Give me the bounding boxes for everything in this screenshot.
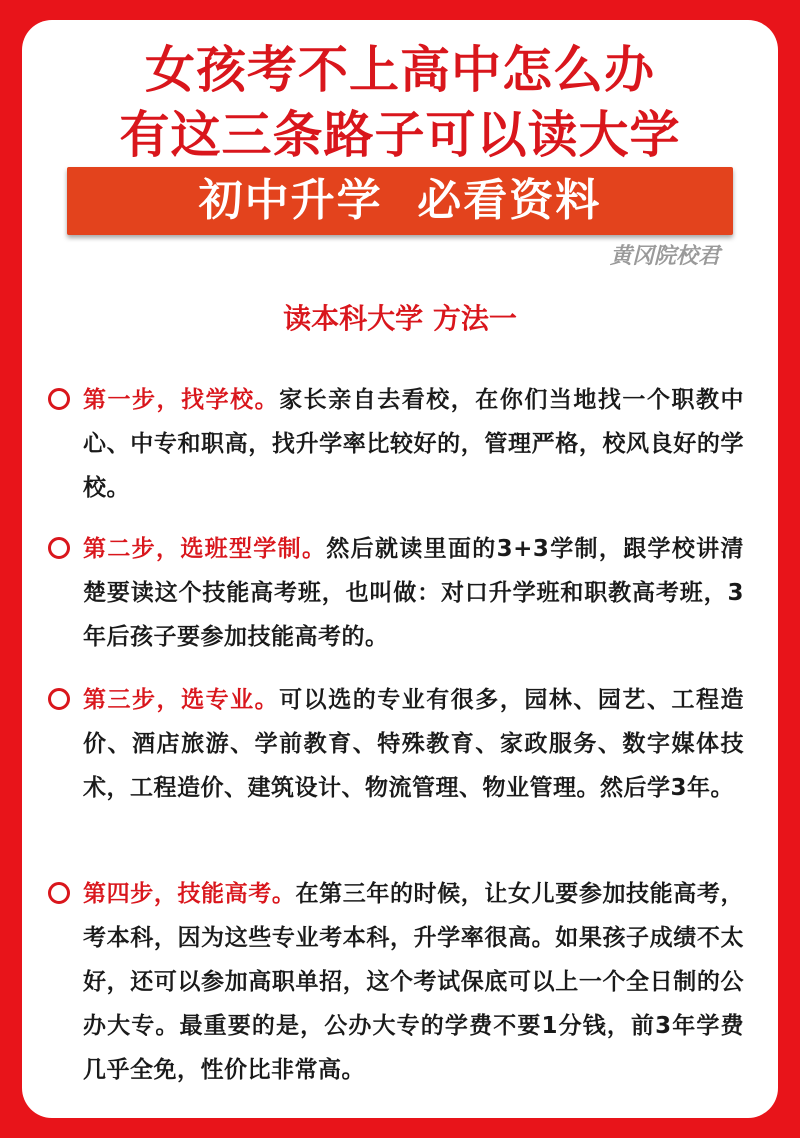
step-heading: 第三步，选专业。 bbox=[83, 687, 280, 713]
banner: 初中升学 必看资料 bbox=[67, 167, 733, 235]
step-text bbox=[83, 872, 744, 1092]
step-body: 家长亲自去看校，在你们当地找一个职教中心、中专和职高，找升学率比较好的，管理严格，校风良好的学校。 bbox=[83, 387, 745, 501]
step-heading: 第一步，找学校。 bbox=[83, 387, 280, 413]
step-text bbox=[83, 527, 744, 659]
circle-bullet-icon bbox=[48, 388, 70, 410]
step-text bbox=[83, 378, 744, 510]
page-title-line-1: 女孩考不上高中怎么办 bbox=[145, 41, 655, 99]
step-text bbox=[83, 678, 744, 810]
circle-bullet-icon bbox=[48, 882, 70, 904]
step-heading: 第二步，选班型学制。 bbox=[83, 536, 327, 562]
step-body: 在第三年的时候，让女儿要参加技能高考，考本科，因为这些专业考本科，升学率很高。如果孩子成绩不太好，还可以参加高职单招，这个考试保底可以上一个全日制的公办大专。最重要的是，公办大专的学费不要1分钱，前3年学费几乎全免，性价比非常高。 bbox=[83, 881, 745, 1083]
circle-bullet-icon bbox=[48, 537, 70, 559]
page-title-line-2: 有这三条路子可以读大学 bbox=[119, 106, 681, 164]
step-body: 然后就读里面的3+3学制，跟学校讲清楚要读这个技能高考班，也叫做：对口升学班和职教高考班，3年后孩子要参加技能高考的。 bbox=[83, 536, 745, 650]
content-card bbox=[22, 20, 778, 1118]
step-item bbox=[48, 678, 744, 810]
brand-watermark: 黄冈院校君 bbox=[609, 244, 720, 269]
circle-bullet-icon bbox=[48, 688, 70, 710]
step-body: 可以选的专业有很多，园林、园艺、工程造价、酒店旅游、学前教育、特殊教育、家政服务、数字媒体技术，工程造价、建筑设计、物流管理、物业管理。然后学3年。 bbox=[83, 687, 745, 801]
section-title: 读本科大学 方法一 bbox=[283, 302, 517, 335]
step-heading: 第四步，技能高考。 bbox=[83, 881, 296, 907]
step-item bbox=[48, 872, 744, 1092]
step-item bbox=[48, 527, 744, 659]
step-item bbox=[48, 378, 744, 510]
